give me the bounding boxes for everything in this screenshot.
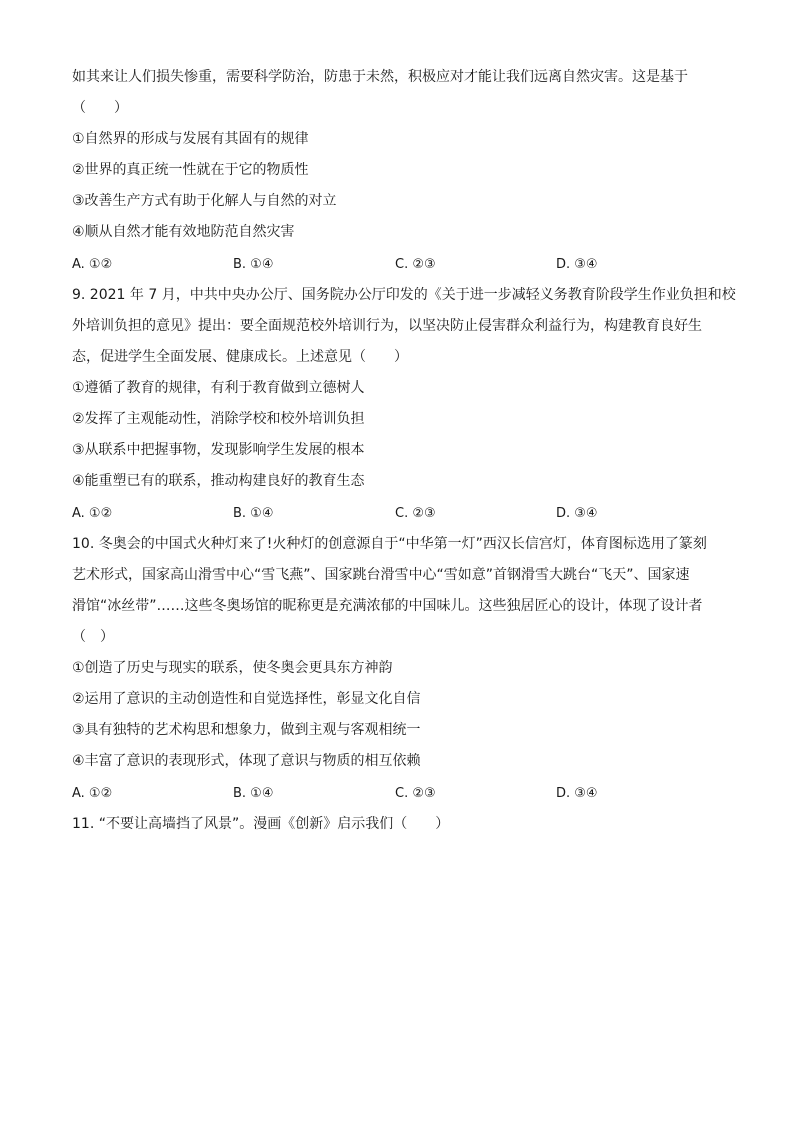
q8-item-4: ④顺从自然才能有效地防范自然灾害 xyxy=(72,224,295,240)
q10-answer-paren: （ ） xyxy=(72,629,114,645)
q8-option-c: C. ②③ xyxy=(395,257,436,272)
q10-stem-line-1: 10. 冬奥会的中国式火种灯来了!火种灯的创意源自于“中华第一灯”西汉长信宫灯，体育图标选用了篆刻 xyxy=(72,536,707,552)
q10-item-2: ②运用了意识的主动创造性和自觉选择性，彰显文化自信 xyxy=(72,691,421,707)
q10-option-c: C. ②③ xyxy=(395,786,436,801)
q9-stem-line-1: 9. 2021 年 7 月，中共中央办公厅、国务院办公厅印发的《关于进一步减轻义务教育阶段学生作业负担和校 xyxy=(72,287,736,303)
q9-item-1: ①遵循了教育的规律，有利于教育做到立德树人 xyxy=(72,380,365,396)
q9-item-3: ③从联系中把握事物，发现影响学生发展的根本 xyxy=(72,442,365,458)
q9-stem-line-3: 态，促进学生全面发展、健康成长。上述意见（ ） xyxy=(72,349,408,365)
q8-item-1: ①自然界的形成与发展有其固有的规律 xyxy=(72,131,309,147)
q8-option-b: B. ①④ xyxy=(233,257,274,272)
q8-option-a: A. ①② xyxy=(72,257,113,272)
q9-option-d: D. ③④ xyxy=(556,506,598,521)
q9-stem-line-2: 外培训负担的意见》提出：要全面规范校外培训行为，以坚决防止侵害群众利益行为，构建教育良好生 xyxy=(72,318,702,334)
q8-answer-paren: （ ） xyxy=(72,100,128,116)
q8-stem-tail: 如其来让人们损失惨重，需要科学防治，防患于未然，积极应对才能让我们远离自然灾害。这是基于 xyxy=(72,69,688,85)
q8-item-3: ③改善生产方式有助于化解人与自然的对立 xyxy=(72,193,337,209)
q8-item-2: ②世界的真正统一性就在于它的物质性 xyxy=(72,162,309,178)
q10-item-3: ③具有独特的艺术构思和想象力，做到主观与客观相统一 xyxy=(72,722,421,738)
q9-option-b: B. ①④ xyxy=(233,506,274,521)
q10-stem-line-3: 滑馆“冰丝带”……这些冬奥场馆的昵称更是充满浓郁的中国味儿。这些独居匠心的设计，体现了设计者 xyxy=(72,598,703,614)
q9-option-a: A. ①② xyxy=(72,506,113,521)
q9-item-4: ④能重塑已有的联系，推动构建良好的教育生态 xyxy=(72,473,365,489)
q10-option-b: B. ①④ xyxy=(233,786,274,801)
q11-stem: 11. “不要让高墙挡了风景”。漫画《创新》启示我们（ ） xyxy=(72,816,450,832)
q10-stem-line-2: 艺术形式，国家高山滑雪中心“雪飞燕”、国家跳台滑雪中心“雪如意”首钢滑雪大跳台“飞天”、国家速 xyxy=(72,567,690,583)
q10-item-4: ④丰富了意识的表现形式，体现了意识与物质的相互依赖 xyxy=(72,753,421,769)
q10-item-1: ①创造了历史与现实的联系，使冬奥会更具东方神韵 xyxy=(72,660,393,676)
q9-option-c: C. ②③ xyxy=(395,506,436,521)
q9-item-2: ②发挥了主观能动性，消除学校和校外培训负担 xyxy=(72,411,365,427)
q10-option-a: A. ①② xyxy=(72,786,113,801)
q10-option-d: D. ③④ xyxy=(556,786,598,801)
q8-option-d: D. ③④ xyxy=(556,257,598,272)
